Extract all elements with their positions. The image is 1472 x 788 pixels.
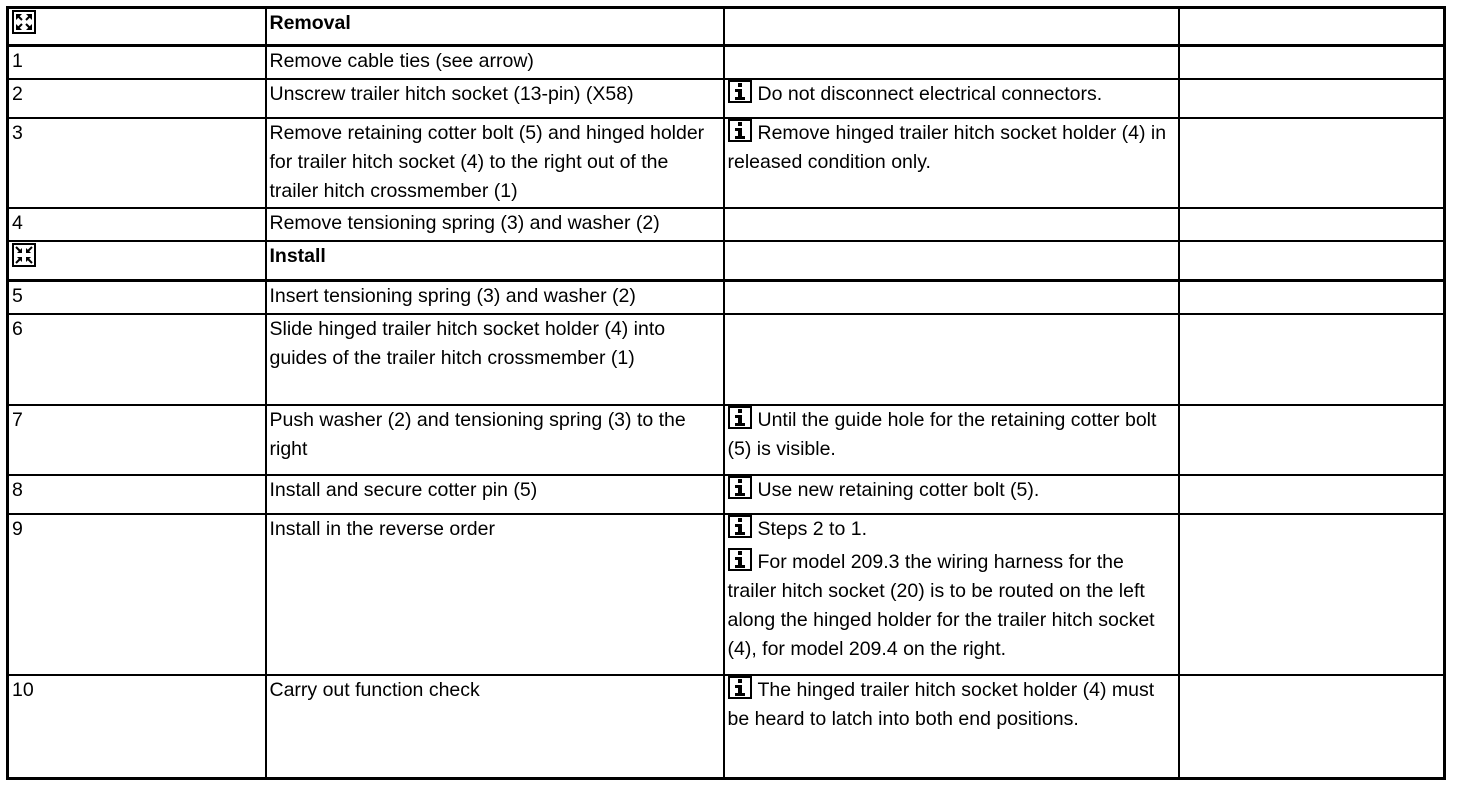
note [728, 548, 1174, 664]
step-notes [724, 475, 1179, 514]
step-notes [724, 514, 1179, 675]
step-row [8, 405, 1445, 475]
step-row [8, 79, 1445, 118]
note [728, 676, 1174, 734]
step-row [8, 475, 1445, 514]
step-text: Unscrew trailer hitch socket (13-pin) (X58) [266, 79, 724, 118]
step-text: Insert tensioning spring (3) and washer (2) [266, 281, 724, 314]
step-number: 10 [8, 675, 266, 779]
expand-arrows-icon [12, 10, 36, 34]
note [728, 476, 1174, 505]
step-number: 1 [8, 46, 266, 79]
section-title-install: Install [266, 241, 724, 281]
info-icon [728, 515, 752, 538]
step-notes [724, 675, 1179, 779]
step-notes [724, 118, 1179, 208]
step-notes [724, 79, 1179, 118]
step-number: 5 [8, 281, 266, 314]
section-title-removal: Removal [266, 8, 724, 46]
info-icon [728, 80, 752, 103]
step-number: 8 [8, 475, 266, 514]
collapse-arrows-icon [12, 243, 36, 267]
step-row [8, 281, 1445, 314]
section-icon-cell [8, 8, 266, 46]
step-row [8, 46, 1445, 79]
note-text: Until the guide hole for the retaining cotter bolt (5) is visible. [727, 408, 1157, 460]
section-row-removal [8, 8, 1445, 46]
step-text: Remove retaining cotter bolt (5) and hinged holder for trailer hitch socket (4) to the right out of the trailer hitch crossmember (1) [266, 118, 724, 208]
note-text: For model 209.3 the wiring harness for the trailer hitch socket (20) is to be routed on the left along the hinged holder for the trailer hitch socket (4), for model 209.4 on the right. [727, 550, 1155, 660]
step-row [8, 514, 1445, 675]
note-text: Use new retaining cotter bolt (5). [757, 478, 1040, 501]
note [728, 406, 1174, 464]
note [728, 515, 1174, 544]
step-row [8, 314, 1445, 405]
step-notes [724, 405, 1179, 475]
section-icon-cell [8, 241, 266, 281]
info-icon [728, 119, 752, 142]
step-number: 9 [8, 514, 266, 675]
step-number: 4 [8, 208, 266, 241]
step-row [8, 675, 1445, 779]
note [728, 119, 1174, 177]
step-text: Remove tensioning spring (3) and washer (2) [266, 208, 724, 241]
info-icon [728, 676, 752, 699]
step-text: Remove cable ties (see arrow) [266, 46, 724, 79]
procedure-table [6, 6, 1446, 780]
step-number: 6 [8, 314, 266, 405]
note [728, 80, 1174, 109]
section-row-install [8, 241, 1445, 281]
step-number: 7 [8, 405, 266, 475]
note-text: Do not disconnect electrical connectors. [757, 82, 1103, 105]
step-text: Install and secure cotter pin (5) [266, 475, 724, 514]
note-text: Remove hinged trailer hitch socket holder (4) in released condition only. [727, 121, 1167, 173]
step-text: Carry out function check [266, 675, 724, 779]
info-icon [728, 406, 752, 429]
step-row [8, 118, 1445, 208]
step-text: Push washer (2) and tensioning spring (3) to the right [266, 405, 724, 475]
note-text: The hinged trailer hitch socket holder (4) must be heard to latch into both end positions. [727, 678, 1155, 730]
step-text: Install in the reverse order [266, 514, 724, 675]
step-number: 2 [8, 79, 266, 118]
note-text: Steps 2 to 1. [757, 517, 867, 540]
step-row [8, 208, 1445, 241]
info-icon [728, 476, 752, 499]
info-icon [728, 548, 752, 571]
step-number: 3 [8, 118, 266, 208]
step-text: Slide hinged trailer hitch socket holder (4) into guides of the trailer hitch crossmember (1) [266, 314, 724, 405]
